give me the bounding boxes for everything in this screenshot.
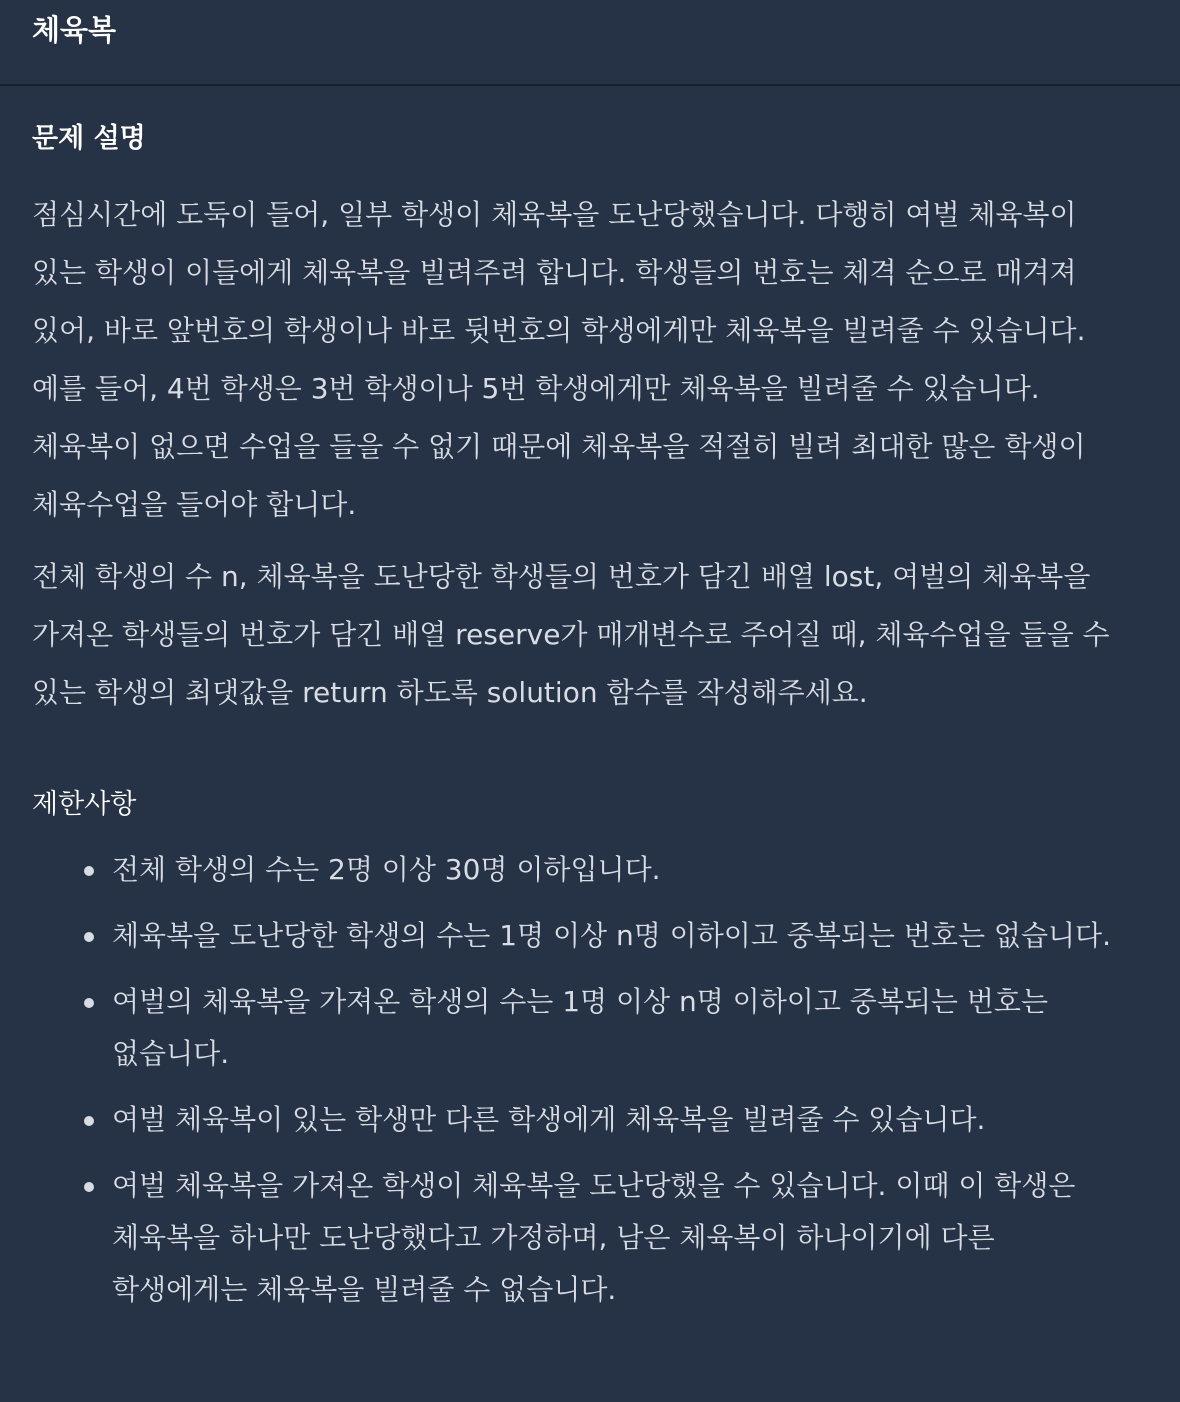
- constraint-item: [112, 910, 1112, 962]
- description-paragraph: 점심시간에 도둑이 들어, 일부 학생이 체육복을 도난당했습니다. 다행히 여벌 체육복이 있는 학생이 이들에게 체육복을 빌려주려 합니다. 학생들의 번호는 체격 순으로 매겨져 있어, 바로 앞번호의 학생이나 바로 뒷번호의 학생에게만 체육복을 빌려줄 수 있습니다. 예를 들어, 4번 학생은 3번 학생이나 5번 학생에게만 체육복을 빌려줄 수 있습니다. 체육복이 없으면 수업을 들을 수 없기 때문에 체육복을 적절히 빌려 최대한 많은 학생이 체육수업을 들어야 합니다.: [32, 198, 1086, 521]
- bullet-icon: [84, 998, 94, 1008]
- bullet-icon: [84, 1182, 94, 1192]
- constraints-list: [32, 844, 1148, 1316]
- constraint-text: 여벌 체육복을 가져온 학생이 체육복을 도난당했을 수 있습니다. 이때 이 학생은 체육복을 하나만 도난당했다고 가정하며, 남은 체육복이 하나이기에 다른 학생에게는 체육복을 빌려줄 수 없습니다.: [112, 1169, 1076, 1306]
- constraint-item: [112, 976, 1112, 1080]
- constraint-text: 여벌의 체육복을 가져온 학생의 수는 1명 이상 n명 이하이고 중복되는 번호는 없습니다.: [112, 985, 1049, 1070]
- description-heading: 문제 설명: [32, 123, 146, 154]
- constraint-text: 체육복을 도난당한 학생의 수는 1명 이상 n명 이하이고 중복되는 번호는 없습니다.: [112, 919, 1112, 952]
- constraint-item: [112, 1160, 1112, 1316]
- constraint-text: 전체 학생의 수는 2명 이상 30명 이하입니다.: [112, 853, 661, 886]
- constraints-heading: 제한사항: [32, 789, 137, 820]
- problem-header: [0, 0, 1180, 86]
- constraint-text: 여벌 체육복이 있는 학생만 다른 학생에게 체육복을 빌려줄 수 있습니다.: [112, 1103, 986, 1136]
- bullet-icon: [84, 866, 94, 876]
- bullet-icon: [84, 932, 94, 942]
- constraint-item: [112, 844, 1112, 896]
- problem-title: 체육복: [32, 13, 117, 47]
- constraint-item: [112, 1094, 1112, 1146]
- description-paragraph: 전체 학생의 수 n, 체육복을 도난당한 학생들의 번호가 담긴 배열 lost, 여벌의 체육복을 가져온 학생들의 번호가 담긴 배열 reserve가 매개변수로 주어질 때, 체육수업을 들을 수 있는 학생의 최댓값을 return 하도록 solution 함수를 작성해주세요.: [32, 560, 1110, 709]
- bullet-icon: [84, 1116, 94, 1126]
- problem-content: [0, 86, 1180, 1316]
